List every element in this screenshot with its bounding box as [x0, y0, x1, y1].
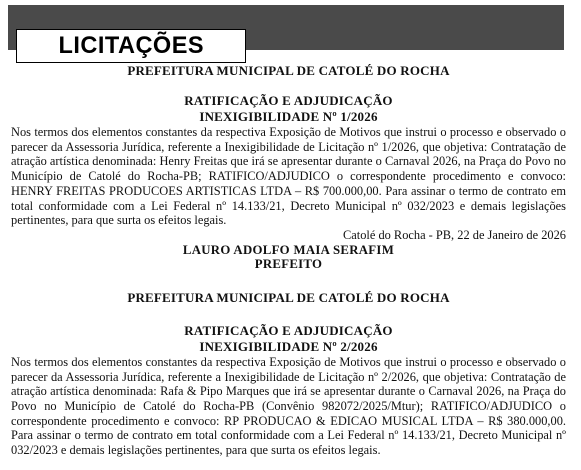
section-banner [8, 5, 571, 63]
notice-subtitle: INEXIGIBILIDADE Nº 2/2026 [199, 338, 378, 354]
banner-label-box [16, 29, 246, 63]
section-title: LICITAÇÕES [58, 32, 204, 59]
notice-body: Nos termos dos elementos constantes da respectiva Exposição de Motivos que instrui o processo e observado o parecer da Assessoria Jurídica, referente a Inexigibilidade de Licitação nº 2/2026, que objetiva: Contratação de atração artística denominada: Rafa & Pipo Marques que irá se apresentar durante o Carnaval 2026, na Praça do Povo no Município de Catolé do Rocha-PB (Convênio 982072/2025/Mtur); RATIFICO/ADJUDICO o correspondente procedimento e convoco: RP PRODUCAO & EDICAO MUSICAL LTDA – R$ 380.000,00. Para assinar o termo de contrato em total conformidade com a Lei Federal nº 14.133/21, Decreto Municipal nº 032/2023 e demais legislações pertinentes, para que surta os efeitos legais. [11, 354, 566, 458]
notice-2 [11, 290, 566, 458]
notice-subtitle: INEXIGIBILIDADE Nº 1/2026 [199, 109, 378, 124]
notice-place-date: Catolé do Rocha - PB, 22 de Janeiro de 2026 [343, 227, 566, 242]
notice-body: Nos termos dos elementos constantes da respectiva Exposição de Motivos que instrui o processo e observado o parecer da Assessoria Jurídica, referente a Inexigibilidade de Licitação nº 1/2026, que objetiva: Contratação de atração artística denominada: Henry Freitas que irá se apresentar durante o Carnaval 2026, na Praça do Povo no Município de Catolé do Rocha-PB; RATIFICO/ADJUDICO o correspondente procedimento e convoco: HENRY FREITAS PRODUCOES ARTISTICAS LTDA – R$ 700.000,00. Para assinar o termo de contrato em total conformidade com a Lei Federal nº 14.133/21, Decreto Municipal nº 032/2023 e demais legislações pertinentes, para que surta os efeitos legais. [11, 125, 566, 228]
notice-organization: PREFEITURA MUNICIPAL DE CATOLÉ DO ROCHA [127, 63, 450, 78]
signer-name: LAURO ADOLFO MAIA SERAFIM [182, 242, 395, 257]
notice-organization: PREFEITURA MUNICIPAL DE CATOLÉ DO ROCHA [127, 289, 450, 305]
notices-column [11, 63, 566, 458]
signer-role: PREFEITO [254, 257, 323, 272]
notice-title: RATIFICAÇÃO E ADJUDICAÇÃO [184, 93, 393, 108]
notice-title: RATIFICAÇÃO E ADJUDICAÇÃO [184, 322, 393, 338]
notice-1 [11, 63, 566, 272]
